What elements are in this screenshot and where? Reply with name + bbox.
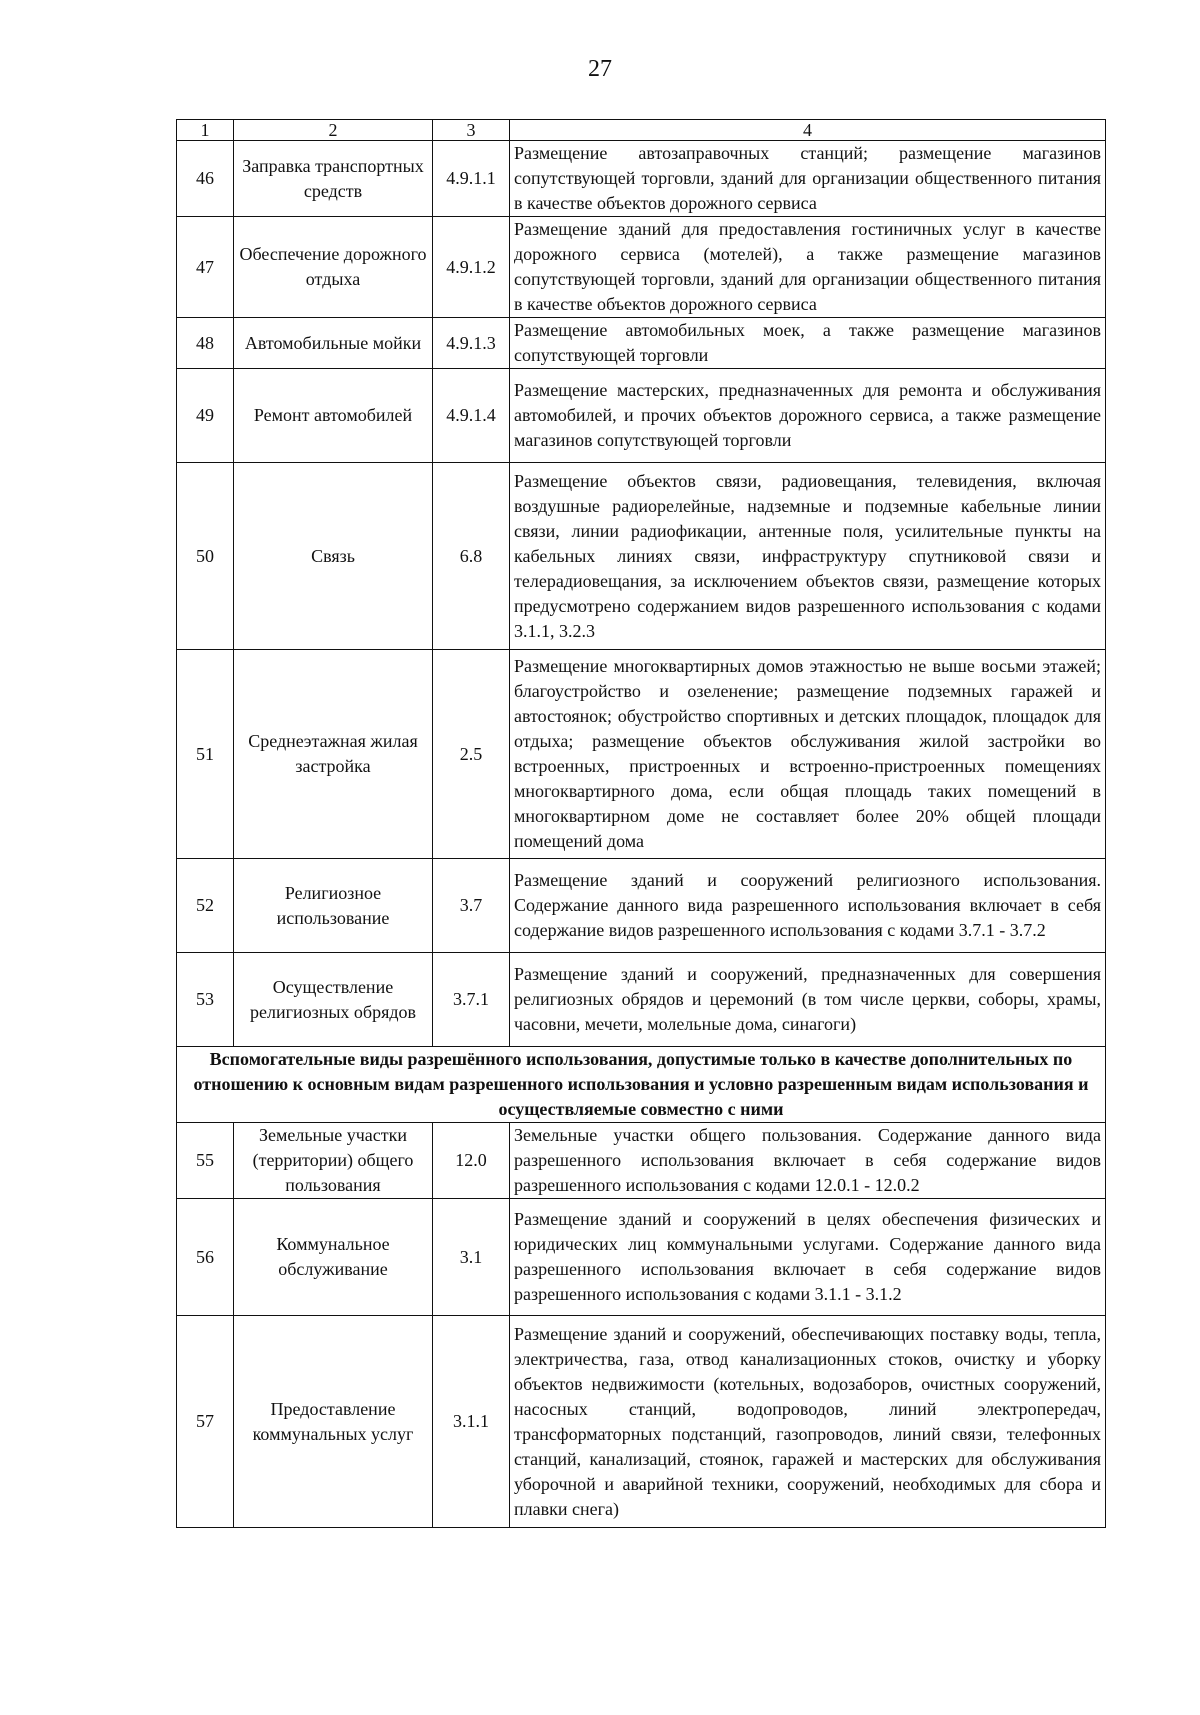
table-row [177, 650, 1106, 859]
table-row [177, 953, 1106, 1047]
row-number-cell: 46 [177, 141, 234, 217]
header-cell: 4 [510, 120, 1106, 141]
use-name-cell: Связь [234, 463, 433, 650]
use-description-cell: Размещение зданий и сооружений религиозного использования. Содержание данного вида разрешенного использования включает в себя содержание видов разрешенного использования с кодами 3.7.1 - 3.7.2 [510, 859, 1106, 953]
use-name-cell: Религиозное использование [234, 859, 433, 953]
row-number-cell: 49 [177, 369, 234, 463]
table-row [177, 318, 1106, 369]
use-name-cell: Среднеэтажная жилая застройка [234, 650, 433, 859]
use-description-cell: Размещение зданий и сооружений, обеспечивающих поставку воды, тепла, электричества, газа, отвод канализационных стоков, очистку и уборку объектов недвижимости (котельных, водозаборов, очистных сооружений, насосных станций, водопроводов, линий электропередач, трансформаторных подстанций, газопроводов, линий связи, телефонных станций, канализаций, стоянок, гаражей и мастерских для обслуживания уборочной и аварийной техники, сооружений, необходимых для сбора и плавки снега) [510, 1316, 1106, 1528]
table-row [177, 1123, 1106, 1199]
use-description-cell: Размещение многоквартирных домов этажностью не выше восьми этажей; благоустройство и озеленение; размещение подземных гаражей и автостоянок; обустройство спортивных и детских площадок, площадок для отдыха; размещение объектов обслуживания жилой застройки во встроенных, пристроенных и встроенно-пристроенных помещениях многоквартирного дома, если общая площадь таких помещений в многоквартирном доме не составляет более 20% общей площади помещений дома [510, 650, 1106, 859]
row-number-cell: 53 [177, 953, 234, 1047]
header-cell: 1 [177, 120, 234, 141]
use-name-cell: Обеспечение дорожного отдыха [234, 217, 433, 318]
use-description-cell: Размещение объектов связи, радиовещания, телевидения, включая воздушные радиорелейные, надземные и подземные кабельные линии связи, линии радиофикации, антенные поля, усилительные пункты на кабельных линиях связи, инфраструктуру спутниковой связи и телерадиовещания, за исключением объектов связи, размещение которых предусмотрено содержанием видов разрешенного использования с кодами 3.1.1, 3.2.3 [510, 463, 1106, 650]
section-heading-row [177, 1047, 1106, 1123]
use-code-cell: 3.7 [433, 859, 510, 953]
row-number-cell: 55 [177, 1123, 234, 1199]
header-cell: 2 [234, 120, 433, 141]
header-cell: 3 [433, 120, 510, 141]
use-name-cell: Заправка транспортных средств [234, 141, 433, 217]
use-description-cell: Размещение зданий и сооружений в целях обеспечения физических и юридических лиц коммунальными услугами. Содержание данного вида разрешенного использования включает в себя содержание видов разрешенного использования с кодами 3.1.1 - 3.1.2 [510, 1199, 1106, 1316]
use-code-cell: 3.7.1 [433, 953, 510, 1047]
use-name-cell: Земельные участки (территории) общего пользования [234, 1123, 433, 1199]
row-number-cell: 47 [177, 217, 234, 318]
row-number-cell: 50 [177, 463, 234, 650]
table-row [177, 369, 1106, 463]
use-description-cell: Размещение автомобильных моек, а также размещение магазинов сопутствующей торговли [510, 318, 1106, 369]
table-row [177, 1316, 1106, 1528]
table-row [177, 859, 1106, 953]
use-description-cell: Размещение зданий для предоставления гостиничных услуг в качестве дорожного сервиса (мотелей), а также размещение магазинов сопутствующей торговли, зданий для организации общественного питания в качестве объектов дорожного сервиса [510, 217, 1106, 318]
land-use-table [176, 119, 1106, 1528]
row-number-cell: 56 [177, 1199, 234, 1316]
use-code-cell: 3.1.1 [433, 1316, 510, 1528]
row-number-cell: 57 [177, 1316, 234, 1528]
use-description-cell: Размещение зданий и сооружений, предназначенных для совершения религиозных обрядов и церемоний (в том числе церкви, соборы, храмы, часовни, мечети, молельные дома, синагоги) [510, 953, 1106, 1047]
use-code-cell: 4.9.1.4 [433, 369, 510, 463]
use-description-cell: Земельные участки общего пользования. Содержание данного вида разрешенного использования включает в себя содержание видов разрешенного использования с кодами 12.0.1 - 12.0.2 [510, 1123, 1106, 1199]
table-header-row [177, 120, 1106, 141]
use-code-cell: 4.9.1.1 [433, 141, 510, 217]
use-name-cell: Предоставление коммунальных услуг [234, 1316, 433, 1528]
table-row [177, 141, 1106, 217]
section-heading: Вспомогательные виды разрешённого использования, допустимые только в качестве дополнительных по отношению к основным видам разрешенного использования и условно разрешенным видам использования и осуществляемые совместно с ними [177, 1047, 1106, 1123]
table-row [177, 463, 1106, 650]
use-description-cell: Размещение мастерских, предназначенных для ремонта и обслуживания автомобилей, и прочих объектов дорожного сервиса, а также размещение магазинов сопутствующей торговли [510, 369, 1106, 463]
row-number-cell: 51 [177, 650, 234, 859]
use-code-cell: 12.0 [433, 1123, 510, 1199]
row-number-cell: 52 [177, 859, 234, 953]
table-row [177, 1199, 1106, 1316]
use-name-cell: Коммунальное обслуживание [234, 1199, 433, 1316]
table-row [177, 217, 1106, 318]
row-number-cell: 48 [177, 318, 234, 369]
use-code-cell: 2.5 [433, 650, 510, 859]
use-code-cell: 4.9.1.2 [433, 217, 510, 318]
use-code-cell: 4.9.1.3 [433, 318, 510, 369]
use-name-cell: Автомобильные мойки [234, 318, 433, 369]
page-number: 27 [588, 56, 612, 82]
use-code-cell: 3.1 [433, 1199, 510, 1316]
use-code-cell: 6.8 [433, 463, 510, 650]
use-name-cell: Осуществление религиозных обрядов [234, 953, 433, 1047]
use-description-cell: Размещение автозаправочных станций; размещение магазинов сопутствующей торговли, зданий для организации общественного питания в качестве объектов дорожного сервиса [510, 141, 1106, 217]
use-name-cell: Ремонт автомобилей [234, 369, 433, 463]
